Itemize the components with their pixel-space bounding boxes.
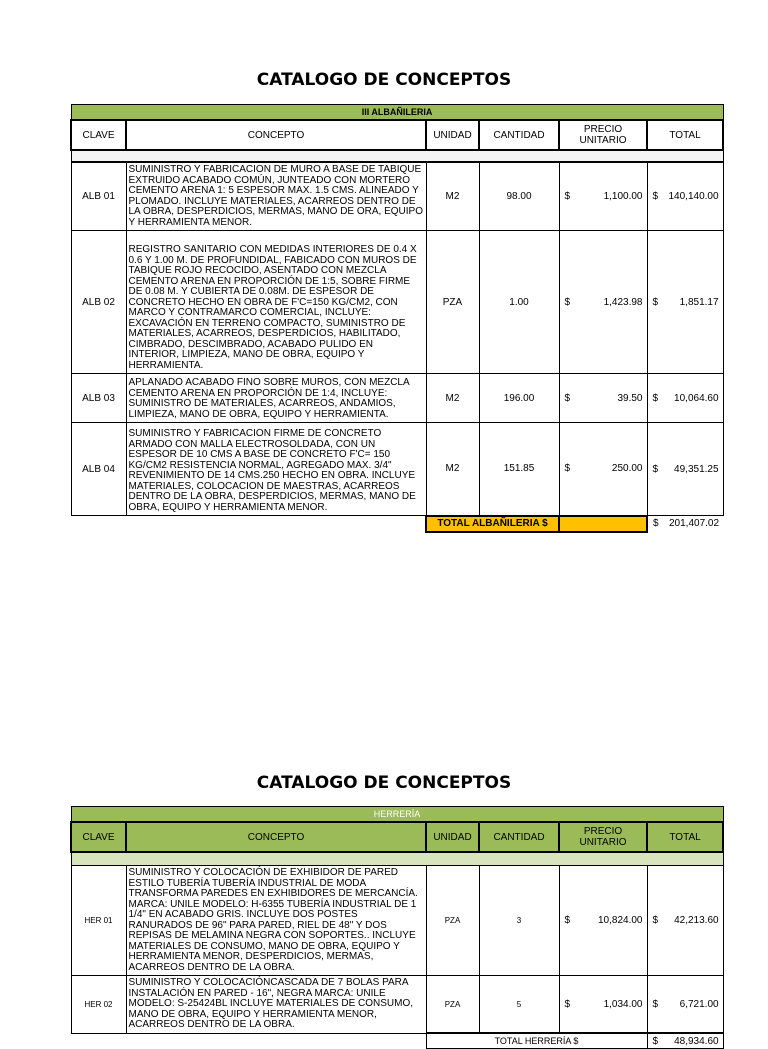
albanileria-catalog xyxy=(70,104,722,533)
total-herreria-label: TOTAL HERRERÍA $ xyxy=(426,1033,647,1049)
page-title-albanileria: CATALOGO DE CONCEPTOS xyxy=(256,70,512,90)
header-cantidad: CANTIDAD xyxy=(479,822,559,852)
total-albanileria-value: $ 201,407.02 xyxy=(653,518,720,530)
total-cell: $ 10,064.60 xyxy=(647,374,723,423)
cantidad-cell: 98.00 xyxy=(479,162,559,231)
header-unidad: UNIDAD xyxy=(426,822,479,852)
table-row xyxy=(71,976,723,1034)
cantidad-cell: 5 xyxy=(479,976,559,1034)
table-row xyxy=(71,162,723,231)
clave-cell: ALB 02 xyxy=(71,231,126,374)
precio-cell: $ 1,034.00 xyxy=(559,976,647,1034)
total-herreria-value: $ 48,934.60 xyxy=(647,1033,723,1049)
header-precio-unitario: PRECIO UNITARIO xyxy=(559,120,647,150)
precio-cell: $ 10,824.00 xyxy=(559,866,647,976)
total-highlight xyxy=(559,516,647,532)
header-clave: CLAVE xyxy=(71,822,126,852)
precio-cell: $ 1,423.98 xyxy=(559,231,647,374)
clave-cell: HER 01 xyxy=(71,866,126,976)
header-concepto: CONCEPTO xyxy=(126,120,426,150)
total-row xyxy=(71,516,723,532)
clave-cell: ALB 01 xyxy=(71,162,126,231)
concepto-cell: SUMINISTRO Y COLOCACIÓN DE EXHIBIDOR DE PARED ESTILO TUBERÍA TUBERÍA INDUSTRIAL DE MODA TRANSFORMA PAREDES EN EXHIBIDORES DE MERCANCÍA. MARCA: UNILE MODELO: H-6355 TUBERÍA INDUSTRIAL DE 1 1/4" EN ACABADO GRIS. INCLUYE DOS POSTES RANURADOS DE 96" PARA PARED, RIEL DE 48" Y DOS REPISAS DE MELAMINA NEGRA CON SOPORTES.. INCLUYE MATERIALES DE CONSUMO, MANO DE OBRA, EQUIPO Y HERRAMIENTA MENOR, DESPERDICIOS, MERMAS, ACARREOS DENTRO DE LA OBRA. xyxy=(126,866,426,976)
section-band: III ALBAÑILERIA xyxy=(71,105,723,121)
concepto-cell: REGISTRO SANITARIO CON MEDIDAS INTERIORES DE 0.4 X 0.6 Y 1.00 M. DE PROFUNDIDAL, FABICADO CON MUROS DE TABIQUE ROJO RECOCIDO, ASENTADO CON MEZCLA CEMENTO ARENA EN PROPORCIÓN DE 1:5, SOBRE FIRME DE 0.08 M. Y CUBIERTA DE 0.08M. DE ESPESOR DE CONCRETO HECHO EN OBRA DE F'C=150 KG/CM2, CON MARCO Y CONTRAMARCO COMERCIAL, INCLUYE: EXCAVACIÓN EN TERRENO COMPACTO, SUMINISTRO DE MATERIALES, ACARREOS, DESPERDICIOS, HABILITADO, CIMBRADO, DESCIMBRADO, ACABADO PULIDO EN INTERIOR, LIMPIEZA, MANO DE OBRA, EQUIPO Y HERRAMIENTA. xyxy=(126,231,426,374)
total-cell: $ 1,851.17 xyxy=(647,231,723,374)
header-total: TOTAL xyxy=(647,822,723,852)
header-precio-unitario: PRECIO UNITARIO xyxy=(559,822,647,852)
total-cell: $ 6,721.00 xyxy=(647,976,723,1034)
total-cell: $ 140,140.00 xyxy=(647,162,723,231)
total-cell: $ 42,213.60 xyxy=(647,866,723,976)
cantidad-cell: 196.00 xyxy=(479,374,559,423)
cantidad-cell: 3 xyxy=(479,866,559,976)
unidad-cell: M2 xyxy=(426,374,479,423)
page-title-herreria: CATALOGO DE CONCEPTOS xyxy=(256,773,512,793)
header-unidad: UNIDAD xyxy=(426,120,479,150)
concepto-cell: SUMINISTRO Y FABRICACION FIRME DE CONCRETO ARMADO CON MALLA ELECTROSOLDADA, CON UN ESPESOR DE 10 CMS A BASE DE CONCRETO F'C= 150 KG/CM2 RESISTENCIA NORMAL, AGREGADO MAX. 3/4" REVENIMIENTO DE 14 CMS.250 HECHO EN OBRA. INCLUYE MATERIALES, COLOCACION DE MAESTRAS, ACARREOS DENTRO DE LA OBRA, DESPERDICIOS, MERMAS, MANO DE OBRA, EQUIPO Y HERRAMIENTA MENOR. xyxy=(126,423,426,516)
unidad-cell: PZA xyxy=(426,976,479,1034)
header-clave: CLAVE xyxy=(71,120,126,150)
cantidad-cell: 151.85 xyxy=(479,423,559,516)
clave-cell: ALB 03 xyxy=(71,374,126,423)
unidad-cell: PZA xyxy=(426,866,479,976)
clave-cell: HER 02 xyxy=(71,976,126,1034)
precio-cell: $ 39.50 xyxy=(559,374,647,423)
concepto-cell: SUMINISTRO Y FABRICACION DE MURO A BASE DE TABIQUE EXTRUIDO ACABADO COMÚN, JUNTEADO CON MORTERO CEMENTO ARENA 1: 5 ESPESOR MAX. 1.5 CMS. ALINEADO Y PLOMADO. INCLUYE MATERIALES, ACARREOS DENTRO DE LA OBRA, DESPERDICIOS, MERMAS, MANO DE ORA, EQUIPO Y HERRAMIENTA MENOR. xyxy=(126,162,426,231)
concepto-cell: APLANADO ACABADO FINO SOBRE MUROS, CON MEZCLA CEMENTO ARENA EN PROPORCIÓN DE 1:4, INCLUYE: SUMINISTRO DE MATERIALES, ACARREOS, ANDAMIOS, LIMPIEZA, MANO DE OBRA, EQUIPO Y HERRAMIENTA. xyxy=(126,374,426,423)
table-row xyxy=(71,231,723,374)
precio-cell: $ 1,100.00 xyxy=(559,162,647,231)
spacer-row xyxy=(71,852,723,866)
herreria-table xyxy=(70,806,724,1049)
table-row xyxy=(71,423,723,516)
section-band: HERRERÍA xyxy=(71,807,723,823)
table-row xyxy=(71,374,723,423)
cantidad-cell: 1.00 xyxy=(479,231,559,374)
table-row xyxy=(71,866,723,976)
unidad-cell: M2 xyxy=(426,162,479,231)
total-cell: $ 49,351.25 xyxy=(647,423,723,516)
unidad-cell: M2 xyxy=(426,423,479,516)
header-concepto: CONCEPTO xyxy=(126,822,426,852)
spacer-row xyxy=(71,150,723,162)
clave-cell: ALB 04 xyxy=(71,423,126,516)
precio-cell: $ 250.00 xyxy=(559,423,647,516)
unidad-cell: PZA xyxy=(426,231,479,374)
concepto-cell: SUMINISTRO Y COLOCACIÓNCASCADA DE 7 BOLAS PARA INSTALACIÓN EN PARED - 16", NEGRA MARCA: UNILE MODELO: S-25424BL INCLUYE MATERIALES DE CONSUMO, MANO DE OBRA, EQUIPO Y HERRAMIENTA MENOR, ACARREOS DENTRO DE LA OBRA. xyxy=(126,976,426,1034)
albanileria-table xyxy=(70,104,724,533)
total-row xyxy=(71,1033,723,1049)
total-albanileria-label: TOTAL ALBAÑILERIA $ xyxy=(426,516,559,532)
header-cantidad: CANTIDAD xyxy=(479,120,559,150)
header-total: TOTAL xyxy=(647,120,723,150)
herreria-catalog xyxy=(70,806,722,1049)
